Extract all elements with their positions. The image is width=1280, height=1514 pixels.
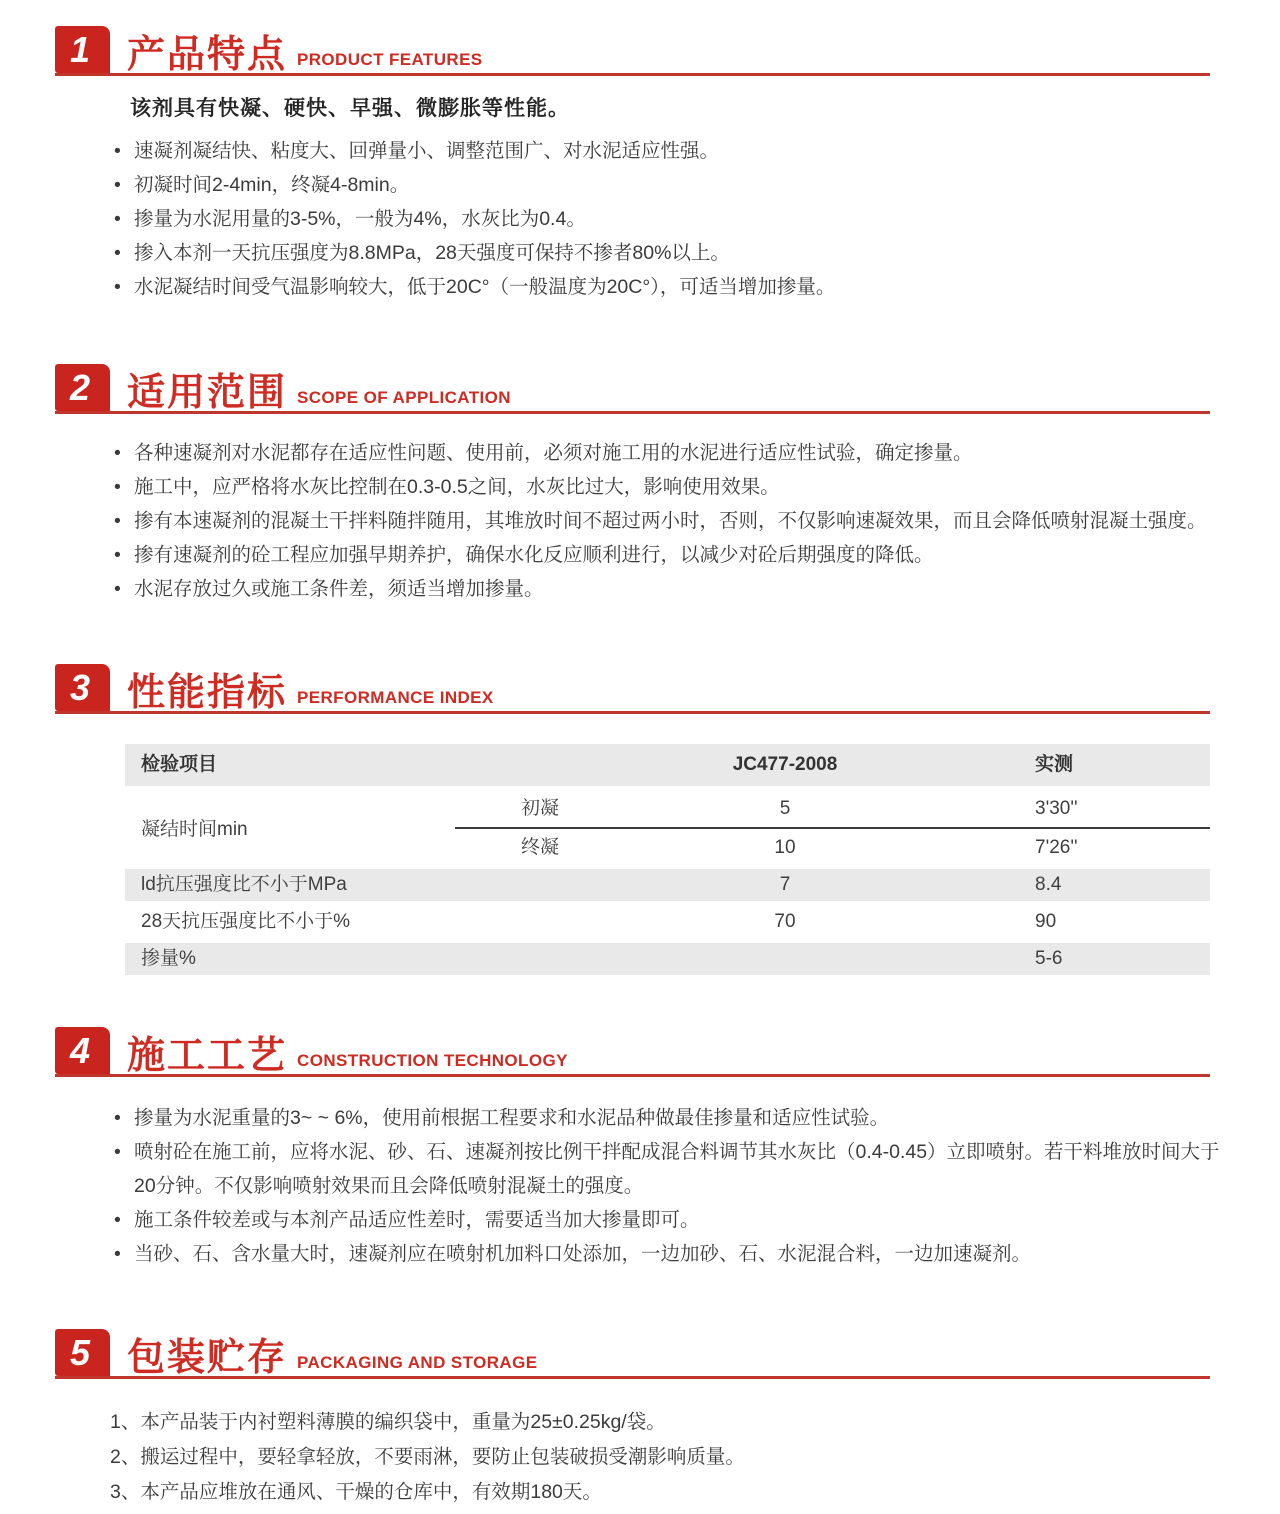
section-5-title-cn: 包装贮存 (127, 1336, 288, 1379)
section-3-number-badge: 3 (55, 664, 110, 711)
section-5-title-en: PACKAGING AND STORAGE (297, 1353, 538, 1372)
section-4-title-en: CONSTRUCTION TECHNOLOGY (297, 1051, 568, 1070)
bullet-item: • 水泥凝结时间受气温影响较大，低于20C°（一般温度为20C°），可适当增加掺量。 (112, 270, 1222, 304)
numbered-item: 1、本产品装于内衬塑料薄膜的编织袋中，重量为25±0.25kg/袋。 (110, 1411, 666, 1433)
section-1-title-en: PRODUCT FEATURES (297, 50, 483, 69)
section-5-header (55, 1329, 1210, 1379)
section-3-title-en: PERFORMANCE INDEX (297, 688, 494, 707)
table-cell-standard: 10 (625, 827, 945, 864)
numbered-item: 3、本产品应堆放在通风、干燥的仓库中，有效期180天。 (110, 1481, 602, 1503)
table-header-item: 检验项目 (141, 754, 218, 775)
table-header-standard: JC477-2008 (732, 754, 838, 775)
table-row-28d-strength (125, 906, 1210, 938)
section-2-bullet-list (112, 436, 1222, 606)
section-2-number-badge: 2 (55, 364, 110, 411)
bullet-item: • 初凝时间2-4min，终凝4-8min。 (112, 168, 1222, 202)
bullet-item: • 水泥存放过久或施工条件差，须适当增加掺量。 (112, 572, 1222, 606)
table-cell-measured: 8.4 (1035, 874, 1062, 895)
section-3-title-cn: 性能指标 (127, 671, 288, 714)
bullet-item: • 掺有速凝剂的砼工程应加强早期养护，确保水化反应顺利进行，以减少对砼后期强度的降低。 (112, 538, 1222, 572)
performance-table (125, 744, 1210, 975)
section-1-header (55, 26, 1210, 76)
bullet-item: • 掺量为水泥重量的3~ ~ 6%，使用前根据工程要求和水泥品种做最佳掺量和适应性试验。 (112, 1101, 1222, 1135)
numbered-item: 2、搬运过程中，要轻拿轻放，不要雨淋，要防止包装破损受潮影响质量。 (110, 1446, 745, 1468)
bullet-item: • 施工条件较差或与本剂产品适应性差时，需要适当加大掺量即可。 (112, 1203, 1222, 1237)
section-5-number-badge: 5 (55, 1329, 110, 1376)
bullet-item: • 掺量为水泥用量的3-5%，一般为4%，水灰比为0.4。 (112, 202, 1222, 236)
table-cell-sub: 初凝 (520, 798, 559, 819)
bullet-item: • 施工中，应严格将水灰比控制在0.3-0.5之间，水灰比过大，影响使用效果。 (112, 470, 1222, 504)
bullet-item: • 掺有本速凝剂的混凝土干拌料随拌随用，其堆放时间不超过两小时，否则，不仅影响速凝效果，而且会降低喷射混凝土强度。 (112, 504, 1222, 538)
section-4-bullet-list (112, 1101, 1222, 1271)
bullet-item: • 喷射砼在施工前，应将水泥、砂、石、速凝剂按比例干拌配成混合料调节其水灰比（0.4-0.45）立即喷射。若干料堆放时间大于20分钟。不仅影响喷射效果而且会降低喷射混凝土的强度。 (112, 1135, 1222, 1203)
section-4-number-badge: 4 (55, 1027, 110, 1074)
table-cell-standard: 70 (774, 911, 796, 932)
table-cell-standard: 7 (779, 874, 791, 895)
table-header-row (125, 744, 1210, 786)
bullet-item: • 掺入本剂一天抗压强度为8.8MPa，28天强度可保持不掺者80%以上。 (112, 236, 1222, 270)
table-row-dosage (125, 943, 1210, 975)
table-cell-group-label: 凝结时间min (141, 818, 248, 840)
table-cell-measured: 3'30'' (1035, 798, 1078, 819)
section-5-numbered-list (110, 1405, 1220, 1510)
section-4-title-cn: 施工工艺 (127, 1034, 288, 1077)
table-cell-item: ld抗压强度比不小于MPa (141, 874, 347, 895)
section-2-title-en: SCOPE OF APPLICATION (297, 388, 511, 407)
table-cell-measured: 5-6 (1035, 948, 1063, 969)
section-2-title-cn: 适用范围 (127, 371, 288, 414)
section-1-title-cn: 产品特点 (127, 33, 288, 76)
section-1-number-badge: 1 (55, 26, 110, 73)
table-row-1d-strength (125, 869, 1210, 901)
table-group-row-setting-time (125, 790, 1210, 864)
bullet-item: • 各种速凝剂对水泥都存在适应性问题、使用前，必须对施工用的水泥进行适应性试验，确定掺量。 (112, 436, 1222, 470)
table-cell-measured: 7'26'' (945, 827, 1210, 864)
table-header-spacer (455, 744, 625, 786)
section-3-header (55, 664, 1210, 714)
section-1-intro: 该剂具有快凝、硬快、早强、微膨胀等性能。 (130, 97, 570, 120)
section-1-bullet-list (112, 134, 1222, 304)
table-header-measured: 实测 (1035, 754, 1074, 775)
section-4-header (55, 1027, 1210, 1077)
table-cell-sub: 终凝 (455, 827, 625, 864)
table-cell-standard (625, 943, 945, 975)
bullet-item: • 速凝剂凝结快、粘度大、回弹量小、调整范围广、对水泥适应性强。 (112, 134, 1222, 168)
section-2-header (55, 364, 1210, 414)
table-cell-item: 掺量% (141, 948, 196, 969)
table-cell-standard: 5 (779, 798, 791, 819)
bullet-item: • 当砂、石、含水量大时，速凝剂应在喷射机加料口处添加，一边加砂、石、水泥混合料，一边加速凝剂。 (112, 1237, 1222, 1271)
table-cell-measured: 90 (1035, 911, 1057, 932)
table-cell-item: 28天抗压强度比不小于% (141, 911, 351, 932)
